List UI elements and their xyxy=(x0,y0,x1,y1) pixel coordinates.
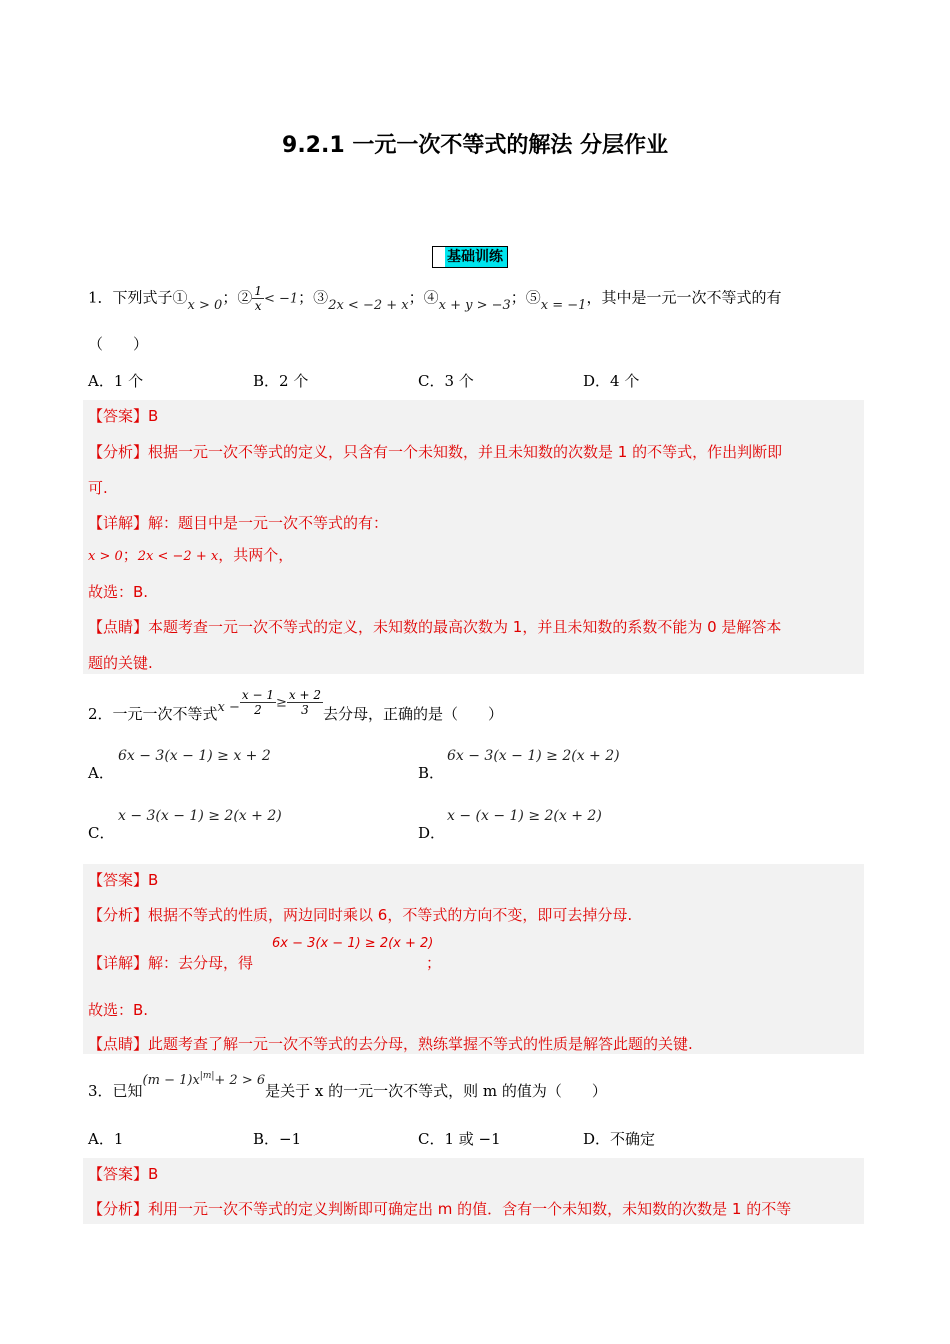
q1-option-d: D．4 个 xyxy=(583,372,640,390)
question-3-stem: 3．已知$(m - 1)x^{|m|}+ 2 > 6$是关于 x 的一元一次不等式，则 m 的值为（ ） xyxy=(88,1071,607,1100)
q3-answer: 【答案】B xyxy=(88,1165,159,1183)
q2-analysis: 【分析】根据不等式的性质，两边同时乘以 6，不等式的方向不变，即可去掉分母. xyxy=(88,906,633,924)
q1-analysis-line1: 【分析】根据一元一次不等式的定义，只含有一个未知数，并且未知数的次数是 1 的不等式，作出判断即 xyxy=(88,443,783,461)
q1-option-a: A．1 个 xyxy=(88,372,144,390)
q2-comment: 【点睛】此题考查了解一元一次不等式的去分母，熟练掌握不等式的性质是解答此题的关键. xyxy=(88,1035,693,1053)
q2-detail-end: ； xyxy=(426,954,442,972)
q1-comment-line1: 【点睛】本题考查一元一次不等式的定义，未知数的最高次数为 1，并且未知数的系数不能为 0 是解答本 xyxy=(88,618,782,636)
q2-option-b-label: B． xyxy=(418,764,445,782)
question-2-stem: 2．一元一次不等式x − $\frac{x - 1}{2}$ ≥ $\frac{x + 2}{3}$ 去分母，正确的是（ ） xyxy=(88,688,504,723)
q2-option-d-label: D． xyxy=(418,824,446,842)
q2-detail-math: 6x − 3(x − 1) ≥ 2(x + 2) xyxy=(272,936,434,951)
q3-analysis: 【分析】利用一元一次不等式的定义判断即可确定出 m 的值．含有一个未知数，未知数的次数是 1 的不等 xyxy=(88,1200,792,1218)
q2-option-c: x − 3(x − 1) ≥ 2(x + 2) xyxy=(118,808,282,824)
q3-option-c: C．1 或 −1 xyxy=(418,1130,501,1148)
q1-detail: 【详解】解：题目中是一元一次不等式的有： xyxy=(88,514,389,532)
q1-analysis-line2: 可. xyxy=(88,479,108,497)
q1-detail-math: x > 0；2x < −2 + x，共两个， xyxy=(88,546,294,564)
q1-option-b: B．2 个 xyxy=(253,372,309,390)
q1-comment-line2: 题的关键. xyxy=(88,654,153,672)
q2-answer: 【答案】B xyxy=(88,871,159,889)
q2-option-a-label: A． xyxy=(88,764,114,782)
q1-choose: 故选：B. xyxy=(88,583,149,601)
q3-option-b: B．−1 xyxy=(253,1130,302,1148)
q2-option-d: x − (x − 1) ≥ 2(x + 2) xyxy=(447,808,602,824)
q3-option-d: D．不确定 xyxy=(583,1130,656,1148)
q1-option-c: C．3 个 xyxy=(418,372,474,390)
page-title: 9.2.1 一元一次不等式的解法 分层作业 xyxy=(282,133,668,158)
question-1-stem: 1．下列式子①x > 0；② $\frac{1}{x}$ < −1；③2x < −2 + x；④x + y > −3；⑤x = −1，其中是一元一次不等式的有 xyxy=(88,284,782,313)
q2-option-a: 6x − 3(x − 1) ≥ x + 2 xyxy=(118,748,271,764)
q2-option-c-label: C． xyxy=(88,824,115,842)
q2-option-b: 6x − 3(x − 1) ≥ 2(x + 2) xyxy=(447,748,620,764)
q3-option-a: A．1 xyxy=(88,1130,124,1148)
q2-choose: 故选：B. xyxy=(88,1001,149,1019)
question-1-paren: （ ） xyxy=(88,335,149,353)
q1-answer: 【答案】B xyxy=(88,407,159,425)
q2-detail: 【详解】解：去分母，得 xyxy=(88,954,254,972)
section-label: 基础训练 xyxy=(432,246,508,268)
